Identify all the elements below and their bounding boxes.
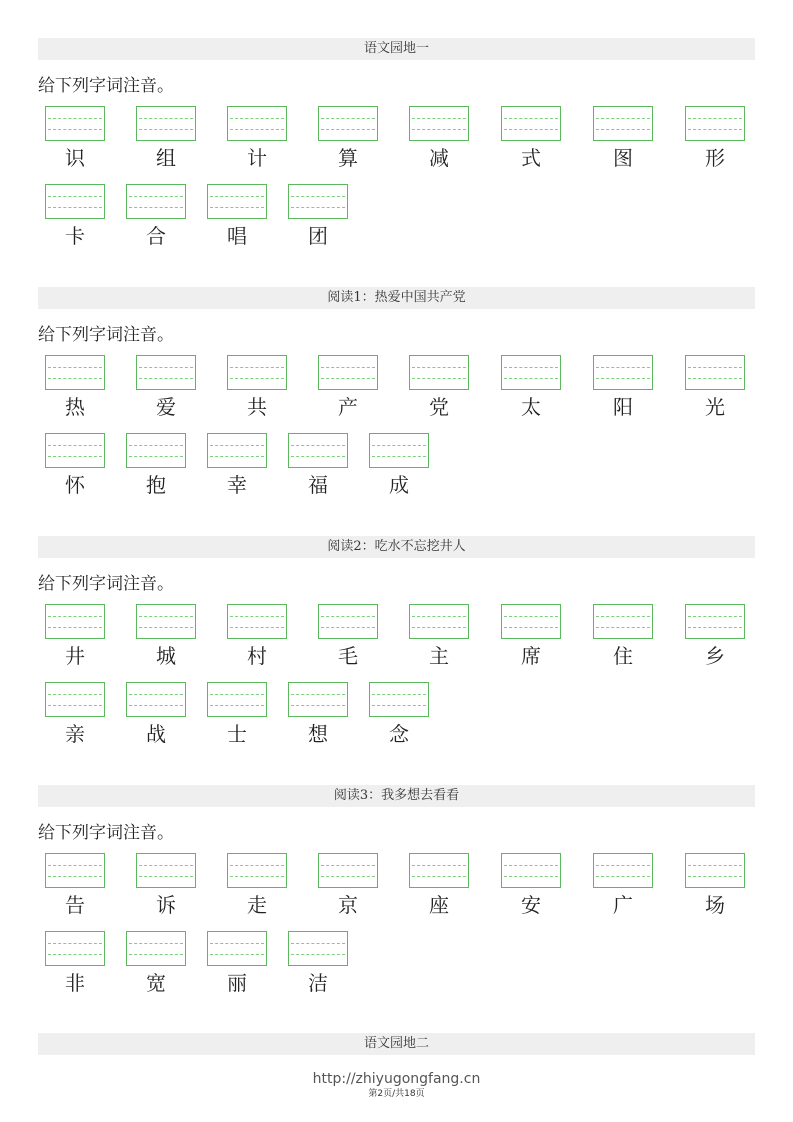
hanzi-character: 走: [247, 893, 267, 917]
guide-line: [321, 118, 375, 119]
section-title: 语文园地二: [363, 1036, 429, 1051]
pinyin-cell: [318, 106, 382, 170]
section-header: [38, 1033, 755, 1055]
pinyin-writing-box[interactable]: [45, 931, 105, 966]
hanzi-character: 士: [227, 722, 247, 746]
pinyin-writing-box[interactable]: [227, 355, 287, 390]
pinyin-writing-box[interactable]: [501, 355, 561, 390]
guide-line: [321, 129, 375, 130]
guide-line: [321, 378, 375, 379]
hanzi-character: 诉: [156, 893, 176, 917]
hanzi-character: 阳: [613, 395, 633, 419]
pinyin-writing-box[interactable]: [136, 355, 196, 390]
pinyin-cell: [207, 931, 271, 995]
pinyin-writing-box[interactable]: [685, 853, 745, 888]
hanzi-character: 抱: [146, 473, 166, 497]
guide-line: [412, 378, 466, 379]
guide-line: [48, 627, 102, 628]
guide-line: [48, 865, 102, 866]
pinyin-writing-box[interactable]: [593, 106, 653, 141]
guide-line: [504, 876, 558, 877]
guide-line: [129, 207, 183, 208]
hanzi-character: 井: [65, 644, 85, 668]
pinyin-cell: [593, 106, 657, 170]
pinyin-cell: [126, 433, 190, 497]
guide-line: [230, 118, 284, 119]
guide-line: [688, 616, 742, 617]
pinyin-cell: [318, 853, 382, 917]
pinyin-writing-box[interactable]: [685, 604, 745, 639]
pinyin-writing-box[interactable]: [501, 853, 561, 888]
pinyin-writing-box[interactable]: [501, 604, 561, 639]
guide-line: [504, 129, 558, 130]
guide-line: [321, 616, 375, 617]
pinyin-cell: [45, 931, 109, 995]
pinyin-cell: [45, 433, 109, 497]
pinyin-cell: [207, 433, 271, 497]
guide-line: [596, 129, 650, 130]
guide-line: [139, 627, 193, 628]
guide-line: [688, 378, 742, 379]
guide-line: [291, 207, 345, 208]
pinyin-writing-box[interactable]: [126, 931, 186, 966]
instruction-text: 给下列字词注音。: [38, 325, 174, 345]
guide-line: [596, 367, 650, 368]
section-header: [38, 785, 755, 807]
hanzi-character: 幸: [227, 473, 247, 497]
guide-line: [129, 196, 183, 197]
pinyin-cell: [593, 604, 657, 668]
hanzi-character: 战: [146, 722, 166, 746]
guide-line: [596, 865, 650, 866]
pinyin-cell: [136, 853, 200, 917]
pinyin-cell: [685, 853, 749, 917]
pinyin-cell: [288, 184, 352, 248]
pinyin-writing-box[interactable]: [45, 184, 105, 219]
pinyin-writing-box[interactable]: [593, 355, 653, 390]
guide-line: [596, 616, 650, 617]
guide-line: [210, 207, 264, 208]
hanzi-character: 识: [65, 146, 85, 170]
pinyin-cell: [318, 355, 382, 419]
pinyin-cell: [288, 682, 352, 746]
pinyin-cell: [685, 355, 749, 419]
hanzi-character: 卡: [65, 224, 85, 248]
pinyin-writing-box[interactable]: [318, 604, 378, 639]
pinyin-cell: [501, 853, 565, 917]
guide-line: [210, 445, 264, 446]
pinyin-cell: [369, 433, 433, 497]
pinyin-writing-box[interactable]: [227, 853, 287, 888]
guide-line: [291, 954, 345, 955]
guide-line: [688, 118, 742, 119]
pinyin-writing-box[interactable]: [288, 433, 348, 468]
guide-line: [210, 954, 264, 955]
pinyin-cell: [207, 184, 271, 248]
hanzi-character: 组: [156, 146, 176, 170]
section-title: 语文园地一: [363, 41, 429, 56]
instruction-text: 给下列字词注音。: [38, 76, 174, 96]
pinyin-writing-box[interactable]: [207, 433, 267, 468]
pinyin-cell: [45, 355, 109, 419]
guide-line: [372, 694, 426, 695]
hanzi-character: 共: [247, 395, 267, 419]
guide-line: [412, 627, 466, 628]
pinyin-writing-box[interactable]: [409, 106, 469, 141]
hanzi-character: 宽: [146, 971, 166, 995]
pinyin-cell: [318, 604, 382, 668]
hanzi-character: 计: [247, 146, 267, 170]
hanzi-character: 想: [308, 722, 328, 746]
guide-line: [291, 196, 345, 197]
instruction-text: 给下列字词注音。: [38, 823, 174, 843]
guide-line: [412, 616, 466, 617]
pinyin-cell: [45, 106, 109, 170]
guide-line: [372, 705, 426, 706]
hanzi-character: 住: [613, 644, 633, 668]
guide-line: [230, 616, 284, 617]
pinyin-writing-box[interactable]: [409, 355, 469, 390]
hanzi-character: 座: [429, 893, 449, 917]
guide-line: [139, 378, 193, 379]
guide-line: [412, 129, 466, 130]
hanzi-character: 算: [338, 146, 358, 170]
guide-line: [230, 378, 284, 379]
guide-line: [48, 616, 102, 617]
hanzi-character: 毛: [338, 644, 358, 668]
guide-line: [210, 456, 264, 457]
guide-line: [504, 616, 558, 617]
guide-line: [688, 627, 742, 628]
guide-line: [48, 694, 102, 695]
hanzi-character: 太: [521, 395, 541, 419]
pinyin-cell: [126, 184, 190, 248]
guide-line: [412, 118, 466, 119]
guide-line: [48, 943, 102, 944]
guide-line: [372, 456, 426, 457]
pinyin-writing-box[interactable]: [45, 604, 105, 639]
pinyin-cell: [45, 604, 109, 668]
pinyin-cell: [685, 604, 749, 668]
pinyin-cell: [136, 106, 200, 170]
pinyin-writing-box[interactable]: [318, 355, 378, 390]
guide-line: [48, 705, 102, 706]
hanzi-character: 主: [429, 644, 449, 668]
guide-line: [291, 705, 345, 706]
guide-line: [129, 445, 183, 446]
footer-page-number: 第2页/共18页: [368, 1089, 425, 1099]
pinyin-cell: [501, 355, 565, 419]
pinyin-writing-box[interactable]: [45, 355, 105, 390]
guide-line: [596, 876, 650, 877]
guide-line: [688, 129, 742, 130]
hanzi-character: 减: [429, 146, 449, 170]
hanzi-character: 爱: [156, 395, 176, 419]
pinyin-cell: [288, 931, 352, 995]
guide-line: [139, 367, 193, 368]
guide-line: [412, 865, 466, 866]
pinyin-writing-box[interactable]: [593, 853, 653, 888]
hanzi-character: 团: [308, 224, 328, 248]
guide-line: [210, 694, 264, 695]
guide-line: [291, 456, 345, 457]
pinyin-writing-box[interactable]: [318, 106, 378, 141]
pinyin-cell: [409, 106, 473, 170]
pinyin-writing-box[interactable]: [126, 682, 186, 717]
hanzi-character: 怀: [65, 473, 85, 497]
guide-line: [48, 876, 102, 877]
section-title: 阅读3：我多想去看看: [333, 788, 460, 803]
section-header: [38, 38, 755, 60]
pinyin-writing-box[interactable]: [136, 853, 196, 888]
guide-line: [688, 865, 742, 866]
pinyin-writing-box[interactable]: [593, 604, 653, 639]
guide-line: [48, 129, 102, 130]
pinyin-cell: [227, 604, 291, 668]
pinyin-cell: [45, 853, 109, 917]
pinyin-writing-box[interactable]: [318, 853, 378, 888]
hanzi-character: 产: [338, 395, 358, 419]
hanzi-character: 光: [705, 395, 725, 419]
pinyin-cell: [409, 604, 473, 668]
pinyin-writing-box[interactable]: [136, 106, 196, 141]
guide-line: [139, 118, 193, 119]
pinyin-writing-box[interactable]: [369, 433, 429, 468]
pinyin-writing-box[interactable]: [207, 931, 267, 966]
hanzi-character: 乡: [705, 644, 725, 668]
hanzi-character: 成: [389, 473, 409, 497]
guide-line: [48, 954, 102, 955]
guide-line: [504, 367, 558, 368]
guide-line: [48, 118, 102, 119]
pinyin-writing-box[interactable]: [227, 106, 287, 141]
hanzi-character: 告: [65, 893, 85, 917]
hanzi-character: 党: [429, 395, 449, 419]
guide-line: [48, 367, 102, 368]
pinyin-writing-box[interactable]: [501, 106, 561, 141]
pinyin-writing-box[interactable]: [45, 433, 105, 468]
pinyin-writing-box[interactable]: [126, 184, 186, 219]
guide-line: [210, 196, 264, 197]
hanzi-character: 场: [705, 893, 725, 917]
pinyin-writing-box[interactable]: [685, 355, 745, 390]
guide-line: [688, 367, 742, 368]
section-header: [38, 287, 755, 309]
guide-line: [129, 694, 183, 695]
guide-line: [230, 865, 284, 866]
guide-line: [504, 865, 558, 866]
guide-line: [291, 694, 345, 695]
pinyin-cell: [207, 682, 271, 746]
guide-line: [48, 456, 102, 457]
pinyin-writing-box[interactable]: [45, 682, 105, 717]
guide-line: [48, 196, 102, 197]
guide-line: [230, 876, 284, 877]
guide-line: [596, 378, 650, 379]
pinyin-cell: [126, 682, 190, 746]
pinyin-writing-box[interactable]: [369, 682, 429, 717]
guide-line: [139, 616, 193, 617]
guide-line: [129, 456, 183, 457]
hanzi-character: 福: [308, 473, 328, 497]
guide-line: [412, 876, 466, 877]
pinyin-cell: [369, 682, 433, 746]
guide-line: [139, 876, 193, 877]
pinyin-writing-box[interactable]: [45, 106, 105, 141]
pinyin-cell: [126, 931, 190, 995]
guide-line: [230, 129, 284, 130]
pinyin-cell: [136, 355, 200, 419]
section-title: 阅读2：吃水不忘挖井人: [327, 539, 466, 554]
guide-line: [291, 445, 345, 446]
hanzi-character: 洁: [308, 971, 328, 995]
pinyin-writing-box[interactable]: [288, 184, 348, 219]
hanzi-character: 非: [65, 971, 85, 995]
guide-line: [321, 865, 375, 866]
guide-line: [688, 876, 742, 877]
pinyin-cell: [409, 853, 473, 917]
guide-line: [129, 954, 183, 955]
pinyin-cell: [45, 184, 109, 248]
pinyin-writing-box[interactable]: [288, 682, 348, 717]
guide-line: [321, 876, 375, 877]
guide-line: [230, 367, 284, 368]
pinyin-writing-box[interactable]: [207, 184, 267, 219]
hanzi-character: 京: [338, 893, 358, 917]
guide-line: [504, 627, 558, 628]
pinyin-cell: [227, 355, 291, 419]
guide-line: [48, 378, 102, 379]
hanzi-character: 形: [705, 146, 725, 170]
instruction-text: 给下列字词注音。: [38, 574, 174, 594]
guide-line: [372, 445, 426, 446]
pinyin-cell: [409, 355, 473, 419]
hanzi-character: 城: [156, 644, 176, 668]
guide-line: [596, 118, 650, 119]
guide-line: [48, 445, 102, 446]
guide-line: [504, 378, 558, 379]
hanzi-character: 式: [521, 146, 541, 170]
guide-line: [210, 705, 264, 706]
section-header: [38, 536, 755, 558]
hanzi-character: 图: [613, 146, 633, 170]
hanzi-character: 合: [146, 224, 166, 248]
hanzi-character: 席: [521, 644, 541, 668]
guide-line: [504, 118, 558, 119]
pinyin-writing-box[interactable]: [126, 433, 186, 468]
pinyin-writing-box[interactable]: [685, 106, 745, 141]
pinyin-cell: [227, 853, 291, 917]
pinyin-writing-box[interactable]: [409, 604, 469, 639]
hanzi-character: 热: [65, 395, 85, 419]
pinyin-writing-box[interactable]: [136, 604, 196, 639]
guide-line: [48, 207, 102, 208]
pinyin-cell: [45, 682, 109, 746]
hanzi-character: 安: [521, 893, 541, 917]
pinyin-cell: [501, 106, 565, 170]
guide-line: [412, 367, 466, 368]
guide-line: [129, 705, 183, 706]
pinyin-cell: [593, 853, 657, 917]
hanzi-character: 念: [389, 722, 409, 746]
pinyin-cell: [593, 355, 657, 419]
guide-line: [139, 129, 193, 130]
guide-line: [230, 627, 284, 628]
guide-line: [321, 367, 375, 368]
hanzi-character: 村: [247, 644, 267, 668]
guide-line: [210, 943, 264, 944]
hanzi-character: 唱: [227, 224, 247, 248]
hanzi-character: 丽: [227, 971, 247, 995]
pinyin-writing-box[interactable]: [45, 853, 105, 888]
section-title: 阅读1：热爱中国共产党: [327, 290, 466, 305]
pinyin-cell: [227, 106, 291, 170]
pinyin-writing-box[interactable]: [207, 682, 267, 717]
guide-line: [596, 627, 650, 628]
hanzi-character: 广: [613, 893, 633, 917]
guide-line: [139, 865, 193, 866]
pinyin-writing-box[interactable]: [227, 604, 287, 639]
guide-line: [291, 943, 345, 944]
pinyin-writing-box[interactable]: [288, 931, 348, 966]
guide-line: [129, 943, 183, 944]
pinyin-cell: [288, 433, 352, 497]
pinyin-cell: [685, 106, 749, 170]
footer-url[interactable]: http://zhiyugongfang.cn: [312, 1071, 481, 1087]
guide-line: [321, 627, 375, 628]
pinyin-writing-box[interactable]: [409, 853, 469, 888]
pinyin-cell: [501, 604, 565, 668]
pinyin-cell: [136, 604, 200, 668]
hanzi-character: 亲: [65, 722, 85, 746]
